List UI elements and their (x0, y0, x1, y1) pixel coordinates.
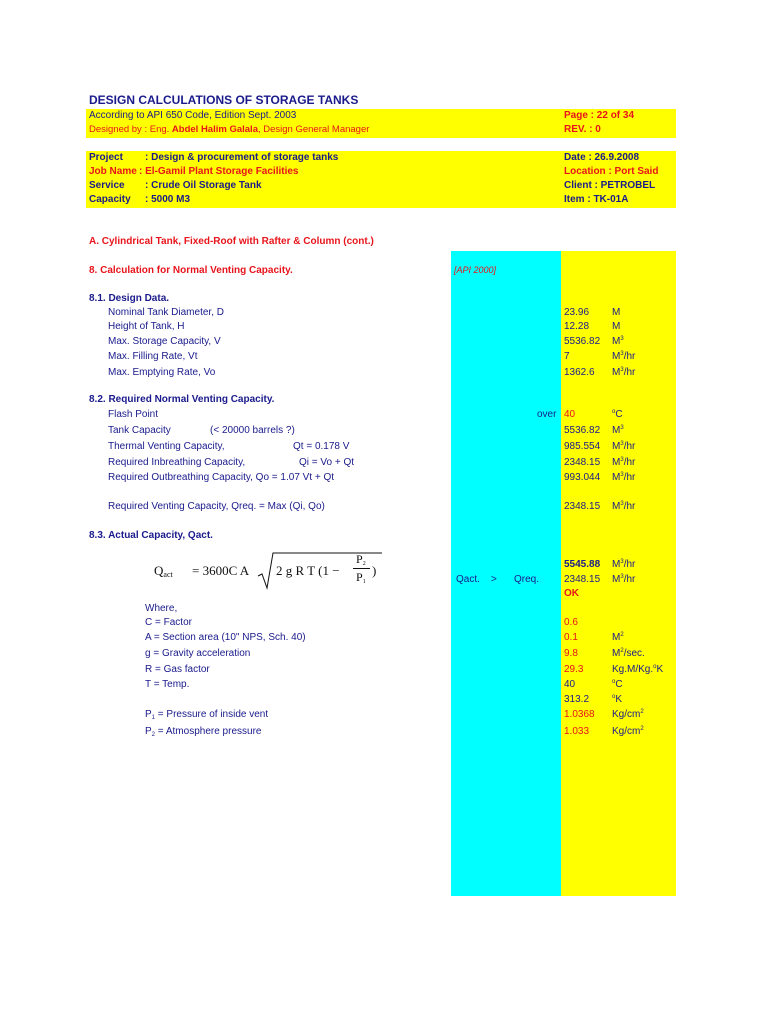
revision: REV. : 0 (564, 124, 601, 135)
s81-value: 7 (564, 351, 570, 362)
s81-label: Max. Storage Capacity, V (108, 336, 221, 347)
inbreathing-unit: $M^3/hr$ (612, 457, 636, 468)
api-reference: [API 2000] (454, 265, 497, 275)
formula-numerator: $P_2$ (356, 552, 366, 567)
thermal-equation: Qt = 0.178 V (293, 441, 350, 452)
flash-point-value: 40 (564, 409, 576, 420)
designer-line (89, 124, 369, 135)
s81-value: 12.28 (564, 321, 590, 332)
var-value: 0.1 (564, 632, 578, 643)
qreq-label: Qreq. (514, 574, 540, 585)
capacity-label: Capacity (89, 194, 131, 205)
var-value: 0.6 (564, 617, 578, 628)
date: Date : 26.9.2008 (564, 152, 640, 163)
var-unit: $M^2/\sec$. (612, 648, 645, 659)
var-value: 40 (564, 679, 576, 690)
s82-heading: 8.2. Required Normal Venting Capacity. (89, 394, 275, 405)
outbreathing-unit: $M^3/hr$ (612, 472, 636, 483)
location: Location : Port Said (564, 166, 659, 177)
flash-over: over (537, 409, 557, 420)
p2-value: 1.033 (564, 726, 590, 737)
p2-label: $P_2$ = Atmosphere pressure (145, 726, 262, 738)
qact-label: Qact. (456, 574, 480, 585)
formula-eq: = 3600C A (192, 563, 250, 578)
var-label: A = Section area (10" NPS, Sch. 40) (145, 632, 306, 643)
s81-label: Max. Emptying Rate, Vo (108, 367, 216, 378)
s83-heading: 8.3. Actual Capacity, Qact. (89, 530, 213, 541)
project-label: Project (89, 152, 123, 163)
designer-role: , Design General Manager (257, 124, 370, 135)
s81-label: Height of Tank, H (108, 321, 185, 332)
s81-label: Max. Filling Rate, Vt (108, 351, 198, 362)
var-label: R = Gas factor (145, 664, 210, 675)
flash-point-unit: $^o$C (612, 409, 623, 420)
page-number: Page : 22 of 34 (564, 110, 635, 121)
s81-label: Nominal Tank Diameter, D (108, 307, 224, 318)
s81-value: 1362.6 (564, 367, 595, 378)
s81-unit: $M^3/hr$ (612, 367, 636, 378)
job-label: Job Name (89, 166, 137, 177)
status-ok: OK (564, 588, 579, 599)
capacity-value: : 5000 M3 (145, 194, 191, 205)
formula-denominator: $P_1$ (356, 570, 366, 585)
required-venting-value: 2348.15 (564, 501, 601, 512)
tank-capacity-unit: $M^3$ (612, 425, 624, 436)
code-line: According to API 650 Code, Edition Sept. 2003 (89, 110, 297, 121)
qact-value: 5545.88 (564, 559, 601, 570)
formula-close: ) (372, 563, 377, 578)
var-unit: Kg.M/Kg.$^o$K (612, 664, 664, 675)
service-value: : Crude Oil Storage Tank (145, 180, 262, 191)
s81-value: 5536.82 (564, 336, 601, 347)
var-unit: $^o$C (612, 679, 623, 690)
s81-heading: 8.1. Design Data. (89, 293, 170, 304)
p2-unit: $Kg/cm^2$ (612, 726, 644, 737)
flash-point-label: Flash Point (108, 409, 159, 420)
job-value: : El-Gamil Plant Storage Facilities (139, 166, 299, 177)
section-a-title: A. Cylindrical Tank, Fixed-Roof with Rafter & Column (cont.) (89, 236, 374, 247)
var-unit: $M^2$ (612, 632, 624, 643)
service-label: Service (89, 180, 125, 191)
formula-inner: 2 g R T (1 − (276, 563, 340, 578)
var-value: 29.3 (564, 664, 584, 675)
formula-q: $Q_{act}$ (154, 563, 173, 579)
project-value: : Design & procurement of storage tanks (145, 152, 339, 163)
formula-fraction-bar (353, 568, 370, 569)
page-title: DESIGN CALCULATIONS OF STORAGE TANKS (89, 93, 359, 107)
thermal-value: 985.554 (564, 441, 601, 452)
tank-capacity-label: Tank Capacity (108, 425, 171, 436)
greater-than: > (491, 574, 497, 585)
var-unit: $^o$K (612, 694, 623, 705)
designer-name: Abdel Halim Galala (171, 124, 258, 135)
var-value: 313.2 (564, 694, 590, 705)
qreq-value: 2348.15 (564, 574, 601, 585)
required-venting-unit: $M^3/hr$ (612, 501, 636, 512)
s81-value: 23.96 (564, 307, 590, 318)
outbreathing-value: 993.044 (564, 472, 601, 483)
var-label: C = Factor (145, 617, 192, 628)
inbreathing-equation: Qi = Vo + Qt (299, 457, 355, 468)
var-value: 9.8 (564, 648, 578, 659)
outbreathing-label: Required Outbreathing Capacity, Qo = 1.07 Vt + Qt (108, 472, 335, 483)
inbreathing-label: Required Inbreathing Capacity, (108, 457, 246, 468)
s81-unit: $M^3$ (612, 336, 624, 347)
qact-unit: $M^3/hr$ (612, 559, 636, 570)
tank-capacity-value: 5536.82 (564, 425, 601, 436)
inbreathing-value: 2348.15 (564, 457, 601, 468)
thermal-label: Thermal Venting Capacity, (108, 441, 225, 452)
s81-unit: M (612, 321, 621, 332)
p1-value: 1.0368 (564, 709, 595, 720)
var-label: T = Temp. (145, 679, 190, 690)
p1-unit: $Kg/cm^2$ (612, 709, 644, 720)
client: Client : PETROBEL (564, 180, 656, 191)
designed-by-prefix: Designed by : Eng. (89, 124, 170, 135)
required-venting-label: Required Venting Capacity, Qreq. = Max (Qi, Qo) (108, 501, 325, 512)
p1-label: $P_1$ = Pressure of inside vent (145, 709, 269, 721)
var-label: g = Gravity acceleration (145, 648, 251, 659)
section-8-title: 8. Calculation for Normal Venting Capacity. (89, 265, 293, 276)
where-label: Where, (145, 603, 178, 614)
qreq-unit: $M^3/hr$ (612, 574, 636, 585)
thermal-unit: $M^3/hr$ (612, 441, 636, 452)
tank-capacity-note: (< 20000 barrels ?) (210, 425, 295, 436)
item: Item : TK-01A (564, 194, 629, 205)
s81-unit: $M^3/hr$ (612, 351, 636, 362)
s81-unit: M (612, 307, 621, 318)
